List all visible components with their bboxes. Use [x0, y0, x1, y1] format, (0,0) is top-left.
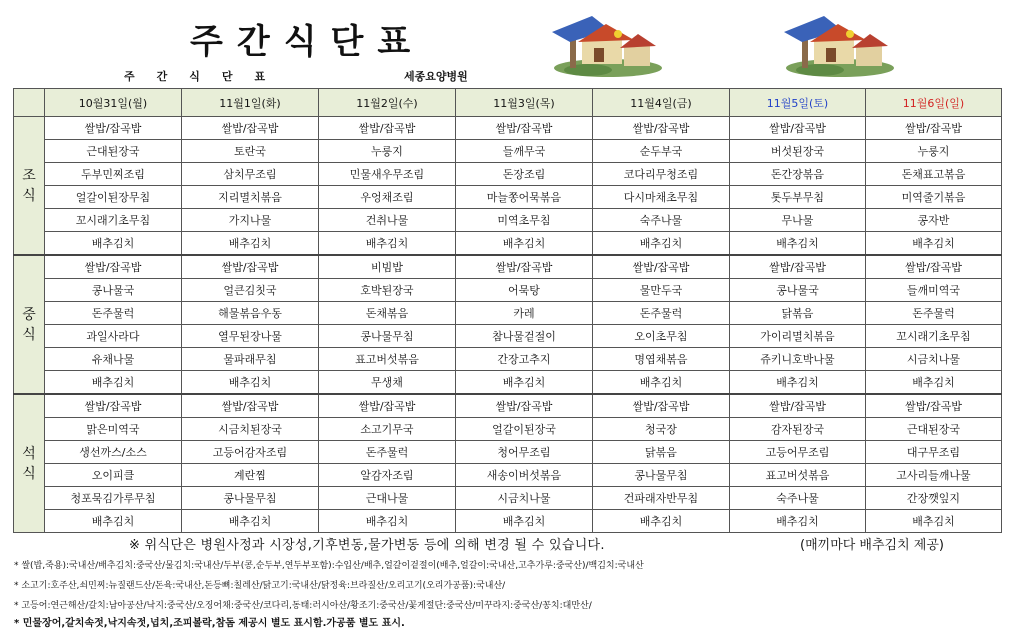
menu-cell: 쌀밥/잡곡밥: [866, 255, 1002, 279]
menu-cell: 시금치나물: [456, 487, 593, 510]
origin-line: * 쌀(밥,죽용):국내산/배추김치:중국산/물김치:국내산/두부(콩,순두부,연두부포함):수입산/배추,얼갈이겉절이(배추,얼갈이:국내산,고추가루:중국산)/백김치:국내산: [14, 561, 644, 571]
menu-row: [14, 279, 1002, 302]
menu-row: [14, 117, 1002, 140]
menu-cell: 배추김치: [456, 510, 593, 533]
menu-cell: 쌀밥/잡곡밥: [45, 255, 182, 279]
menu-cell: 쌀밥/잡곡밥: [182, 117, 319, 140]
menu-cell: 두부민찌조림: [45, 163, 182, 186]
menu-cell: 가지나물: [182, 209, 319, 232]
menu-cell: 배추김치: [182, 232, 319, 256]
menu-cell: 돈채표고볶음: [866, 163, 1002, 186]
menu-cell: 배추김치: [866, 232, 1002, 256]
menu-cell: 배추김치: [45, 510, 182, 533]
page-title: 주간식단표: [190, 22, 425, 62]
menu-cell: 건파래자반무침: [593, 487, 730, 510]
menu-cell: 들깨무국: [456, 140, 593, 163]
menu-row: [14, 325, 1002, 348]
menu-row: [14, 394, 1002, 418]
change-notice: ※ 위식단은 병원사정과 시장성,기후변동,물가변동 등에 의해 변경 될 수 있습니다.: [129, 538, 605, 553]
menu-cell: 물만두국: [593, 279, 730, 302]
menu-row: [14, 464, 1002, 487]
menu-cell: 배추김치: [730, 510, 866, 533]
menu-cell: 청국장: [593, 418, 730, 441]
menu-cell: 배추김치: [182, 510, 319, 533]
menu-cell: 얼큰김칫국: [182, 279, 319, 302]
menu-cell: 고등어무조림: [730, 441, 866, 464]
menu-cell: 배추김치: [319, 510, 456, 533]
date-header: 11월3일(목): [456, 89, 593, 117]
date-header: 11월1일(화): [182, 89, 319, 117]
menu-cell: 카레: [456, 302, 593, 325]
meal-label: 조 식: [14, 117, 45, 256]
menu-cell: 닭볶음: [730, 302, 866, 325]
house-on-hill-illustration: [780, 12, 898, 78]
menu-cell: 누룽지: [319, 140, 456, 163]
menu-cell: 돈간장볶음: [730, 163, 866, 186]
menu-cell: 숙주나물: [730, 487, 866, 510]
menu-cell: 쌀밥/잡곡밥: [45, 117, 182, 140]
menu-cell: 미역줄기볶음: [866, 186, 1002, 209]
menu-cell: 배추김치: [182, 371, 319, 395]
menu-cell: 간장고추지: [456, 348, 593, 371]
menu-cell: 배추김치: [456, 371, 593, 395]
menu-cell: 알감자조림: [319, 464, 456, 487]
menu-cell: 오이초무침: [593, 325, 730, 348]
menu-row: [14, 302, 1002, 325]
menu-cell: 배추김치: [730, 371, 866, 395]
menu-cell: 배추김치: [319, 232, 456, 256]
menu-cell: 시금치된장국: [182, 418, 319, 441]
origin-line: * 민물장어,갈치속젓,낙지속젓,넙치,조피볼락,참돔 제공시 별도 표시함.가공품 별도 표시.: [14, 618, 405, 629]
menu-cell: 쌀밥/잡곡밥: [319, 394, 456, 418]
menu-row: [14, 209, 1002, 232]
menu-cell: 쌀밥/잡곡밥: [593, 394, 730, 418]
menu-cell: 청포묵김가루무침: [45, 487, 182, 510]
menu-cell: 순두부국: [593, 140, 730, 163]
menu-row: [14, 348, 1002, 371]
menu-cell: 해물볶음우동: [182, 302, 319, 325]
meal-label: 석 식: [14, 394, 45, 533]
kimchi-notice: (매끼마다 배추김치 제공): [800, 538, 944, 553]
menu-cell: 소고기무국: [319, 418, 456, 441]
hospital-name: 세종요양병원: [404, 70, 468, 83]
menu-cell: 우엉채조림: [319, 186, 456, 209]
menu-cell: 참나물겉절이: [456, 325, 593, 348]
menu-cell: 비빔밥: [319, 255, 456, 279]
menu-cell: 호박된장국: [319, 279, 456, 302]
menu-cell: 청어무조림: [456, 441, 593, 464]
menu-cell: 배추김치: [593, 232, 730, 256]
menu-cell: 콩나물무침: [593, 464, 730, 487]
menu-cell: 맑은미역국: [45, 418, 182, 441]
menu-cell: 콩나물무침: [319, 325, 456, 348]
origin-line: * 고등어:연근해산/갈치:남아공산/낙지:중국산/오징어채:중국산/코다리,동태:러시아산/황조기:중국산/꽃게절단:중국산/미꾸라지:중국산/꽁치:대만산/: [14, 601, 592, 611]
menu-cell: 생선까스/소스: [45, 441, 182, 464]
menu-cell: 근대된장국: [45, 140, 182, 163]
menu-row: [14, 487, 1002, 510]
menu-row: [14, 232, 1002, 256]
menu-cell: 들깨미역국: [866, 279, 1002, 302]
page-subtitle: 주간식단표: [124, 70, 288, 83]
menu-cell: 감자된장국: [730, 418, 866, 441]
menu-cell: 돈주물럭: [45, 302, 182, 325]
menu-cell: 쌀밥/잡곡밥: [730, 117, 866, 140]
menu-cell: 계란찜: [182, 464, 319, 487]
menu-cell: 토란국: [182, 140, 319, 163]
menu-cell: 쌀밥/잡곡밥: [456, 394, 593, 418]
menu-cell: 얼갈이된장국: [456, 418, 593, 441]
menu-cell: 근대나물: [319, 487, 456, 510]
menu-cell: 쌀밥/잡곡밥: [45, 394, 182, 418]
menu-cell: 근대된장국: [866, 418, 1002, 441]
menu-cell: 어묵탕: [456, 279, 593, 302]
date-header-row: [14, 89, 1002, 117]
menu-cell: 쌀밥/잡곡밥: [593, 117, 730, 140]
header-corner: [14, 89, 45, 117]
menu-cell: 배추김치: [866, 510, 1002, 533]
menu-cell: 표고버섯볶음: [730, 464, 866, 487]
menu-cell: 돈주물럭: [866, 302, 1002, 325]
menu-cell: 표고버섯볶음: [319, 348, 456, 371]
menu-cell: 톳두부무침: [730, 186, 866, 209]
menu-cell: 쌀밥/잡곡밥: [866, 117, 1002, 140]
menu-cell: 쌀밥/잡곡밥: [319, 117, 456, 140]
menu-cell: 콩나물무침: [182, 487, 319, 510]
menu-cell: 돈주물럭: [319, 441, 456, 464]
menu-cell: 삼치무조림: [182, 163, 319, 186]
menu-row: [14, 186, 1002, 209]
menu-cell: 명엽채볶음: [593, 348, 730, 371]
date-header: 11월2일(수): [319, 89, 456, 117]
menu-cell: 돈채볶음: [319, 302, 456, 325]
date-header: 10월31일(월): [45, 89, 182, 117]
menu-cell: 배추김치: [593, 371, 730, 395]
menu-cell: 쌀밥/잡곡밥: [730, 394, 866, 418]
menu-cell: 쌀밥/잡곡밥: [593, 255, 730, 279]
menu-cell: 배추김치: [45, 232, 182, 256]
menu-cell: 오이피클: [45, 464, 182, 487]
menu-cell: 마늘쫑어묵볶음: [456, 186, 593, 209]
menu-cell: 미역초무침: [456, 209, 593, 232]
menu-cell: 콩나물국: [730, 279, 866, 302]
menu-cell: 배추김치: [45, 371, 182, 395]
menu-cell: 쌀밥/잡곡밥: [182, 255, 319, 279]
menu-cell: 꼬시래기초무침: [45, 209, 182, 232]
menu-row: [14, 418, 1002, 441]
menu-cell: 가이리멸치볶음: [730, 325, 866, 348]
menu-cell: 새송이버섯볶음: [456, 464, 593, 487]
menu-cell: 배추김치: [593, 510, 730, 533]
menu-cell: 무나물: [730, 209, 866, 232]
menu-cell: 무생채: [319, 371, 456, 395]
menu-cell: 물파래무침: [182, 348, 319, 371]
menu-cell: 쌀밥/잡곡밥: [456, 255, 593, 279]
house-on-hill-illustration: [548, 12, 666, 78]
menu-cell: 열무된장나물: [182, 325, 319, 348]
menu-cell: 고등어감자조림: [182, 441, 319, 464]
menu-cell: 쌀밥/잡곡밥: [866, 394, 1002, 418]
menu-cell: 건취나물: [319, 209, 456, 232]
menu-cell: 쌀밥/잡곡밥: [456, 117, 593, 140]
menu-cell: 버섯된장국: [730, 140, 866, 163]
menu-cell: 콩자반: [866, 209, 1002, 232]
menu-cell: 간장깻잎지: [866, 487, 1002, 510]
menu-cell: 코다리무청조림: [593, 163, 730, 186]
date-header: 11월4일(금): [593, 89, 730, 117]
menu-row: [14, 441, 1002, 464]
menu-row: [14, 140, 1002, 163]
menu-cell: 과일사라다: [45, 325, 182, 348]
menu-cell: 돈주물럭: [593, 302, 730, 325]
menu-cell: 유채나물: [45, 348, 182, 371]
meal-label: 중 식: [14, 255, 45, 394]
menu-cell: 닭볶음: [593, 441, 730, 464]
menu-cell: 쌀밥/잡곡밥: [730, 255, 866, 279]
menu-row: [14, 255, 1002, 279]
menu-cell: 콩나물국: [45, 279, 182, 302]
menu-cell: 누룽지: [866, 140, 1002, 163]
menu-row: [14, 163, 1002, 186]
menu-cell: 시금치나물: [866, 348, 1002, 371]
menu-cell: 민물새우무조림: [319, 163, 456, 186]
date-header-sunday: 11월6일(일): [866, 89, 1002, 117]
menu-cell: 얼갈이된장무침: [45, 186, 182, 209]
date-header-saturday: 11월5일(토): [730, 89, 866, 117]
menu-cell: 배추김치: [730, 232, 866, 256]
menu-cell: 다시마채초무침: [593, 186, 730, 209]
menu-cell: 지리멸치볶음: [182, 186, 319, 209]
menu-row: [14, 510, 1002, 533]
menu-cell: 배추김치: [866, 371, 1002, 395]
menu-cell: 고사리들깨나물: [866, 464, 1002, 487]
menu-cell: 쥬키니호박나물: [730, 348, 866, 371]
menu-cell: 돈장조림: [456, 163, 593, 186]
menu-row: [14, 371, 1002, 395]
menu-cell: 쌀밥/잡곡밥: [182, 394, 319, 418]
origin-line: * 소고기:호주산,쇠민찌:뉴질랜드산/돈육:국내산,돈등뼈:칠레산/닭고기:국내산/닭정육:브라질산/오리고기(오리가공품):국내산/: [14, 581, 506, 591]
menu-cell: 숙주나물: [593, 209, 730, 232]
weekly-menu-table: [13, 88, 1002, 533]
menu-cell: 대구무조림: [866, 441, 1002, 464]
menu-cell: 꼬시래기초무침: [866, 325, 1002, 348]
menu-cell: 배추김치: [456, 232, 593, 256]
